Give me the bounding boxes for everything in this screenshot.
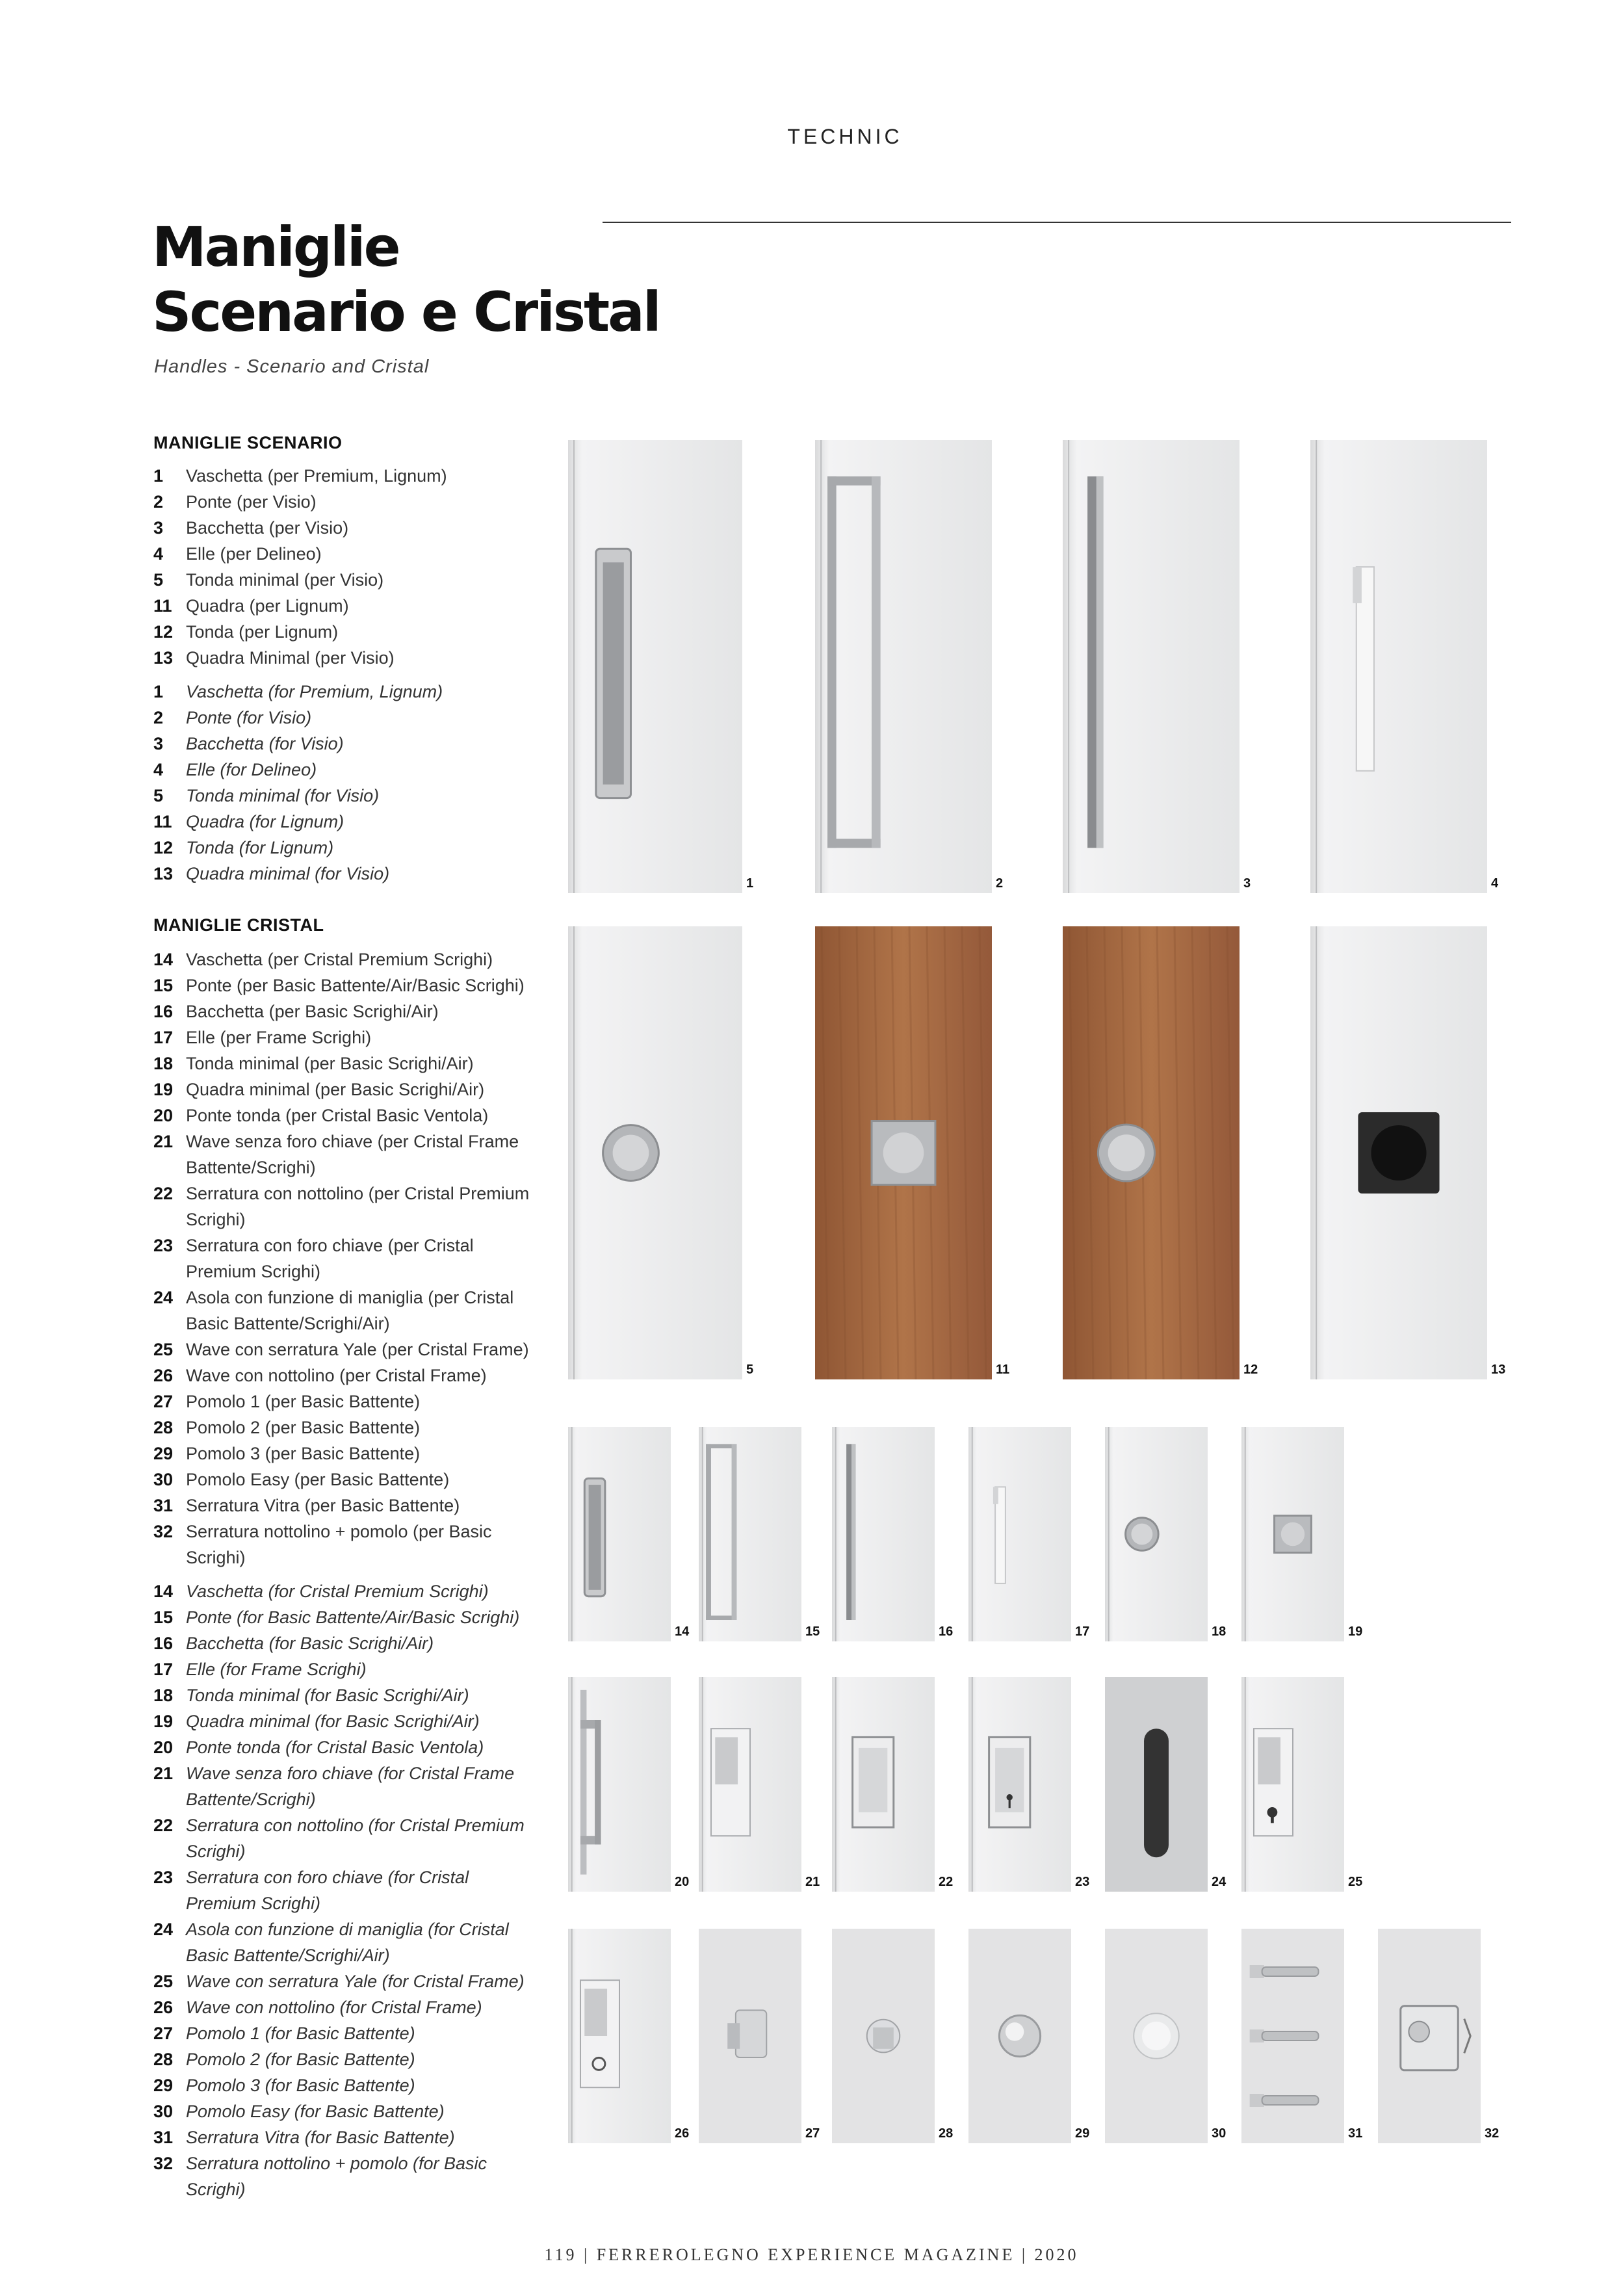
- handle-illustration: [1241, 1677, 1344, 1892]
- item-description: Serratura nottolino + pomolo (per Basic Scrighi): [186, 1522, 492, 1567]
- list-gap: [153, 1571, 543, 1578]
- item-number: 25: [153, 1972, 174, 1991]
- photo-caption: 15: [805, 1624, 820, 1639]
- handle-illustration: [1241, 1427, 1344, 1641]
- list-item: [153, 1128, 543, 1181]
- handle-photo: [832, 1677, 935, 1892]
- title-line-2: Scenario e Cristal: [152, 280, 660, 344]
- item-description: Pomolo 2 (for Basic Battente): [186, 2050, 415, 2069]
- list-gap: [153, 671, 543, 679]
- handle-illustration: [699, 1427, 801, 1641]
- list-item: [153, 1285, 543, 1337]
- handle-photo: [815, 440, 992, 893]
- photo-caption: 32: [1485, 2126, 1500, 2141]
- list-item: [153, 731, 543, 757]
- item-number: 13: [153, 648, 174, 668]
- photo-caption: 23: [1075, 1875, 1090, 1889]
- list-item: [153, 1076, 543, 1102]
- handle-illustration: [568, 440, 742, 893]
- item-number: 14: [153, 1582, 174, 1601]
- handle-illustration: [1241, 1929, 1344, 2143]
- item-description: Ponte (per Basic Battente/Air/Basic Scrighi): [186, 976, 525, 995]
- cristal-list: [153, 946, 543, 2202]
- scenario-heading: MANIGLIE SCENARIO: [153, 433, 343, 452]
- photo-caption: 4: [1491, 876, 1499, 891]
- item-number: 18: [153, 1686, 174, 1705]
- handle-photo: [968, 1929, 1071, 2143]
- item-description: Bacchetta (per Basic Scrighi/Air): [186, 1002, 439, 1021]
- item-number: 13: [153, 864, 174, 883]
- item-number: 18: [153, 1054, 174, 1073]
- list-item: [153, 1024, 543, 1050]
- item-number: 16: [153, 1634, 174, 1653]
- item-number: 15: [153, 976, 174, 995]
- list-item: [153, 972, 543, 998]
- item-description: Vaschetta (for Premium, Lignum): [186, 682, 443, 701]
- item-number: 24: [153, 1288, 174, 1307]
- item-number: 27: [153, 2024, 174, 2043]
- item-number: 28: [153, 2050, 174, 2069]
- section-label: TECHNIC: [787, 125, 903, 148]
- item-number: 30: [153, 2102, 174, 2121]
- photo-caption: 27: [805, 2126, 820, 2141]
- handle-photo: [815, 926, 992, 1379]
- list-item: [153, 1050, 543, 1076]
- photo-caption: 3: [1243, 876, 1251, 891]
- item-number: 14: [153, 950, 174, 969]
- item-number: 1: [153, 682, 164, 701]
- list-item: [153, 757, 543, 783]
- item-number: 31: [153, 2128, 174, 2147]
- item-description: Ponte tonda (for Cristal Basic Ventola): [186, 1738, 484, 1757]
- item-description: Elle (per Delineo): [186, 544, 322, 564]
- list-item: [153, 783, 543, 809]
- handle-photo: [568, 1427, 671, 1641]
- photo-caption: 11: [996, 1363, 1010, 1377]
- item-number: 29: [153, 2076, 174, 2095]
- item-description: Tonda (for Lignum): [186, 838, 334, 857]
- item-number: 23: [153, 1868, 174, 1887]
- item-number: 20: [153, 1106, 174, 1125]
- photo-caption: 18: [1212, 1624, 1227, 1639]
- item-description: Wave con nottolino (for Cristal Frame): [186, 1998, 482, 2017]
- list-item: [153, 2124, 543, 2150]
- list-item: [153, 1493, 543, 1519]
- item-number: 23: [153, 1236, 174, 1255]
- handle-illustration: [1063, 440, 1240, 893]
- item-number: 12: [153, 622, 174, 642]
- handle-illustration: [699, 1677, 801, 1892]
- item-description: Quadra minimal (per Basic Scrighi/Air): [186, 1080, 485, 1099]
- item-number: 29: [153, 1444, 174, 1463]
- handle-illustration: [815, 440, 992, 893]
- list-item: [153, 1467, 543, 1493]
- list-item: [153, 541, 543, 567]
- handle-photo: [1063, 440, 1240, 893]
- item-number: 31: [153, 1496, 174, 1515]
- item-number: 2: [153, 492, 164, 512]
- list-item: [153, 835, 543, 861]
- handle-photo: [1241, 1929, 1344, 2143]
- list-item: [153, 861, 543, 887]
- photo-caption: 1: [746, 876, 754, 891]
- photo-caption: 13: [1491, 1363, 1506, 1377]
- list-item: [153, 645, 543, 671]
- item-description: Bacchetta (for Basic Scrighi/Air): [186, 1634, 434, 1653]
- handle-photo: [699, 1427, 801, 1641]
- handle-photo: [568, 926, 742, 1379]
- photo-caption: 14: [675, 1624, 690, 1639]
- handle-illustration: [1105, 1677, 1208, 1892]
- list-item: [153, 2150, 543, 2202]
- handle-illustration: [815, 926, 992, 1379]
- list-item: [153, 1233, 543, 1285]
- handle-illustration: [1378, 1929, 1481, 2143]
- item-description: Elle (per Frame Scrighi): [186, 1028, 372, 1047]
- item-description: Quadra Minimal (per Visio): [186, 648, 395, 668]
- handle-photo: [1310, 926, 1487, 1379]
- photo-caption: 20: [675, 1875, 690, 1889]
- list-item: [153, 593, 543, 619]
- item-description: Asola con funzione di maniglia (for Cristal Basic Battente/Scrighi/Air): [186, 1920, 509, 1965]
- list-item: [153, 2046, 543, 2072]
- item-description: Wave con serratura Yale (for Cristal Frame): [186, 1972, 525, 1991]
- scenario-list: [153, 463, 543, 887]
- photo-caption: 30: [1212, 2126, 1227, 2141]
- item-number: 1: [153, 466, 164, 486]
- list-item: [153, 1441, 543, 1467]
- item-description: Quadra (for Lignum): [186, 812, 344, 831]
- list-item: [153, 463, 543, 489]
- handle-illustration: [968, 1427, 1071, 1641]
- list-item: [153, 1102, 543, 1128]
- item-description: Ponte tonda (per Cristal Basic Ventola): [186, 1106, 489, 1125]
- item-number: 21: [153, 1132, 174, 1151]
- handle-illustration: [1310, 926, 1487, 1379]
- item-number: 15: [153, 1608, 174, 1627]
- item-number: 3: [153, 734, 164, 753]
- handle-photo: [968, 1427, 1071, 1641]
- item-description: Serratura nottolino + pomolo (for Basic Scrighi): [186, 2154, 487, 2199]
- handle-photo: [1063, 926, 1240, 1379]
- list-item: [153, 1604, 543, 1630]
- list-item: [153, 1519, 543, 1571]
- item-description: Ponte (per Visio): [186, 492, 317, 512]
- item-number: 3: [153, 518, 164, 538]
- item-number: 5: [153, 786, 164, 805]
- handle-illustration: [568, 1427, 671, 1641]
- item-description: Pomolo 1 (per Basic Battente): [186, 1392, 421, 1411]
- handle-illustration: [832, 1677, 935, 1892]
- item-description: Pomolo 2 (per Basic Battente): [186, 1418, 421, 1437]
- list-item: [153, 1812, 543, 1864]
- item-description: Elle (for Delineo): [186, 760, 317, 779]
- list-item: [153, 1363, 543, 1389]
- photo-caption: 28: [939, 2126, 954, 2141]
- handle-illustration: [968, 1677, 1071, 1892]
- title-line-1: Maniglie: [152, 215, 399, 279]
- list-item: [153, 705, 543, 731]
- handle-photo: [968, 1677, 1071, 1892]
- handle-photo: [568, 1929, 671, 2143]
- photo-caption: 25: [1348, 1875, 1363, 1889]
- item-number: 5: [153, 570, 164, 590]
- item-description: Quadra minimal (for Basic Scrighi/Air): [186, 1712, 480, 1731]
- photo-caption: 5: [746, 1363, 754, 1377]
- header-rule: [603, 222, 1511, 223]
- item-description: Serratura con nottolino (per Cristal Premium Scrighi): [186, 1184, 530, 1229]
- handle-photo: [1105, 1929, 1208, 2143]
- item-description: Bacchetta (per Visio): [186, 518, 349, 538]
- list-item: [153, 809, 543, 835]
- list-item: [153, 1337, 543, 1363]
- photo-caption: 26: [675, 2126, 690, 2141]
- handle-photo: [1378, 1929, 1481, 2143]
- item-number: 17: [153, 1028, 174, 1047]
- list-item: [153, 998, 543, 1024]
- item-description: Serratura con nottolino (for Cristal Premium Scrighi): [186, 1816, 525, 1861]
- item-description: Wave con nottolino (per Cristal Frame): [186, 1366, 487, 1385]
- page-subtitle: Handles - Scenario and Cristal: [154, 356, 430, 377]
- item-number: 32: [153, 2154, 174, 2173]
- item-description: Ponte (for Visio): [186, 708, 312, 727]
- item-description: Tonda minimal (per Visio): [186, 570, 384, 590]
- item-number: 25: [153, 1340, 174, 1359]
- list-item: [153, 946, 543, 972]
- list-item: [153, 515, 543, 541]
- list-item: [153, 489, 543, 515]
- handle-photo: [1241, 1677, 1344, 1892]
- item-number: 32: [153, 1522, 174, 1541]
- photo-caption: 24: [1212, 1875, 1227, 1889]
- item-description: Tonda minimal (per Basic Scrighi/Air): [186, 1054, 474, 1073]
- handle-photo: [699, 1929, 801, 2143]
- item-description: Vaschetta (per Premium, Lignum): [186, 466, 447, 486]
- list-item: [153, 1916, 543, 1968]
- page-title: [152, 215, 660, 345]
- item-number: 27: [153, 1392, 174, 1411]
- item-description: Quadra (per Lignum): [186, 596, 349, 616]
- photo-caption: 31: [1348, 2126, 1363, 2141]
- photo-caption: 19: [1348, 1624, 1363, 1639]
- list-item: [153, 1656, 543, 1682]
- photo-caption: 21: [805, 1875, 820, 1889]
- item-description: Wave senza foro chiave (per Cristal Frame Battente/Scrighi): [186, 1132, 519, 1177]
- item-description: Serratura Vitra (per Basic Battente): [186, 1496, 460, 1515]
- handle-photo: [1105, 1427, 1208, 1641]
- handle-illustration: [568, 1677, 671, 1892]
- item-number: 16: [153, 1002, 174, 1021]
- list-item: [153, 1994, 543, 2020]
- item-description: Serratura con foro chiave (for Cristal Premium Scrighi): [186, 1868, 469, 1913]
- item-description: Pomolo Easy (for Basic Battente): [186, 2102, 445, 2121]
- item-description: Tonda (per Lignum): [186, 622, 339, 642]
- list-item: [153, 1578, 543, 1604]
- photo-caption: 17: [1075, 1624, 1090, 1639]
- list-item: [153, 619, 543, 645]
- item-number: 26: [153, 1998, 174, 2017]
- list-item: [153, 1630, 543, 1656]
- item-number: 28: [153, 1418, 174, 1437]
- list-item: [153, 1864, 543, 1916]
- list-item: [153, 2072, 543, 2098]
- item-description: Wave con serratura Yale (per Cristal Frame): [186, 1340, 529, 1359]
- handle-illustration: [1105, 1929, 1208, 2143]
- list-item: [153, 1734, 543, 1760]
- handle-photo: [832, 1929, 935, 2143]
- list-item: [153, 1708, 543, 1734]
- list-item: [153, 1760, 543, 1812]
- item-description: Serratura Vitra (for Basic Battente): [186, 2128, 455, 2147]
- item-description: Tonda minimal (for Basic Scrighi/Air): [186, 1686, 469, 1705]
- item-number: 22: [153, 1184, 174, 1203]
- handle-illustration: [832, 1427, 935, 1641]
- item-number: 17: [153, 1660, 174, 1679]
- photo-caption: 29: [1075, 2126, 1090, 2141]
- photo-caption: 22: [939, 1875, 954, 1889]
- list-item: [153, 567, 543, 593]
- handle-photo: [1105, 1677, 1208, 1892]
- page-footer: 119 | FERREROLEGNO EXPERIENCE MAGAZINE | 2020: [544, 2245, 1079, 2264]
- handle-photo: [832, 1427, 935, 1641]
- item-number: 11: [153, 812, 172, 831]
- item-description: Vaschetta (per Cristal Premium Scrighi): [186, 950, 493, 969]
- handle-illustration: [568, 1929, 671, 2143]
- item-description: Pomolo 3 (per Basic Battente): [186, 1444, 421, 1463]
- item-description: Ponte (for Basic Battente/Air/Basic Scrighi): [186, 1608, 520, 1627]
- item-description: Serratura con foro chiave (per Cristal Premium Scrighi): [186, 1236, 474, 1281]
- item-number: 21: [153, 1764, 174, 1783]
- item-number: 4: [153, 760, 164, 779]
- list-item: [153, 1682, 543, 1708]
- handle-illustration: [1310, 440, 1487, 893]
- handle-photo: [699, 1677, 801, 1892]
- list-item: [153, 1389, 543, 1415]
- item-description: Pomolo Easy (per Basic Battente): [186, 1470, 450, 1489]
- item-number: 20: [153, 1738, 174, 1757]
- handle-illustration: [1105, 1427, 1208, 1641]
- item-description: Asola con funzione di maniglia (per Cristal Basic Battente/Scrighi/Air): [186, 1288, 514, 1333]
- photo-caption: 2: [996, 876, 1004, 891]
- photo-caption: 12: [1243, 1363, 1258, 1377]
- item-number: 24: [153, 1920, 174, 1939]
- item-number: 19: [153, 1080, 174, 1099]
- item-number: 12: [153, 838, 174, 857]
- handle-illustration: [568, 926, 742, 1379]
- list-item: [153, 1181, 543, 1233]
- handle-illustration: [699, 1929, 801, 2143]
- item-number: 26: [153, 1366, 174, 1385]
- item-description: Quadra minimal (for Visio): [186, 864, 390, 883]
- item-description: Wave senza foro chiave (for Cristal Frame Battente/Scrighi): [186, 1764, 515, 1809]
- item-description: Pomolo 3 (for Basic Battente): [186, 2076, 415, 2095]
- handle-illustration: [832, 1929, 935, 2143]
- item-description: Vaschetta (for Cristal Premium Scrighi): [186, 1582, 489, 1601]
- photo-caption: 16: [939, 1624, 954, 1639]
- item-number: 22: [153, 1816, 174, 1835]
- item-description: Bacchetta (for Visio): [186, 734, 344, 753]
- item-number: 2: [153, 708, 164, 727]
- item-number: 30: [153, 1470, 174, 1489]
- cristal-heading: MANIGLIE CRISTAL: [153, 915, 324, 935]
- handle-photo: [568, 1677, 671, 1892]
- list-item: [153, 2098, 543, 2124]
- handle-illustration: [1063, 926, 1240, 1379]
- handle-photo: [568, 440, 742, 893]
- item-description: Elle (for Frame Scrighi): [186, 1660, 367, 1679]
- handle-illustration: [968, 1929, 1071, 2143]
- handle-photo: [1241, 1427, 1344, 1641]
- item-number: 19: [153, 1712, 174, 1731]
- handle-photo: [1310, 440, 1487, 893]
- list-item: [153, 1415, 543, 1441]
- item-number: 4: [153, 544, 164, 564]
- list-item: [153, 2020, 543, 2046]
- item-description: Pomolo 1 (for Basic Battente): [186, 2024, 415, 2043]
- list-item: [153, 1968, 543, 1994]
- item-number: 11: [153, 596, 172, 616]
- list-item: [153, 679, 543, 705]
- item-description: Tonda minimal (for Visio): [186, 786, 380, 805]
